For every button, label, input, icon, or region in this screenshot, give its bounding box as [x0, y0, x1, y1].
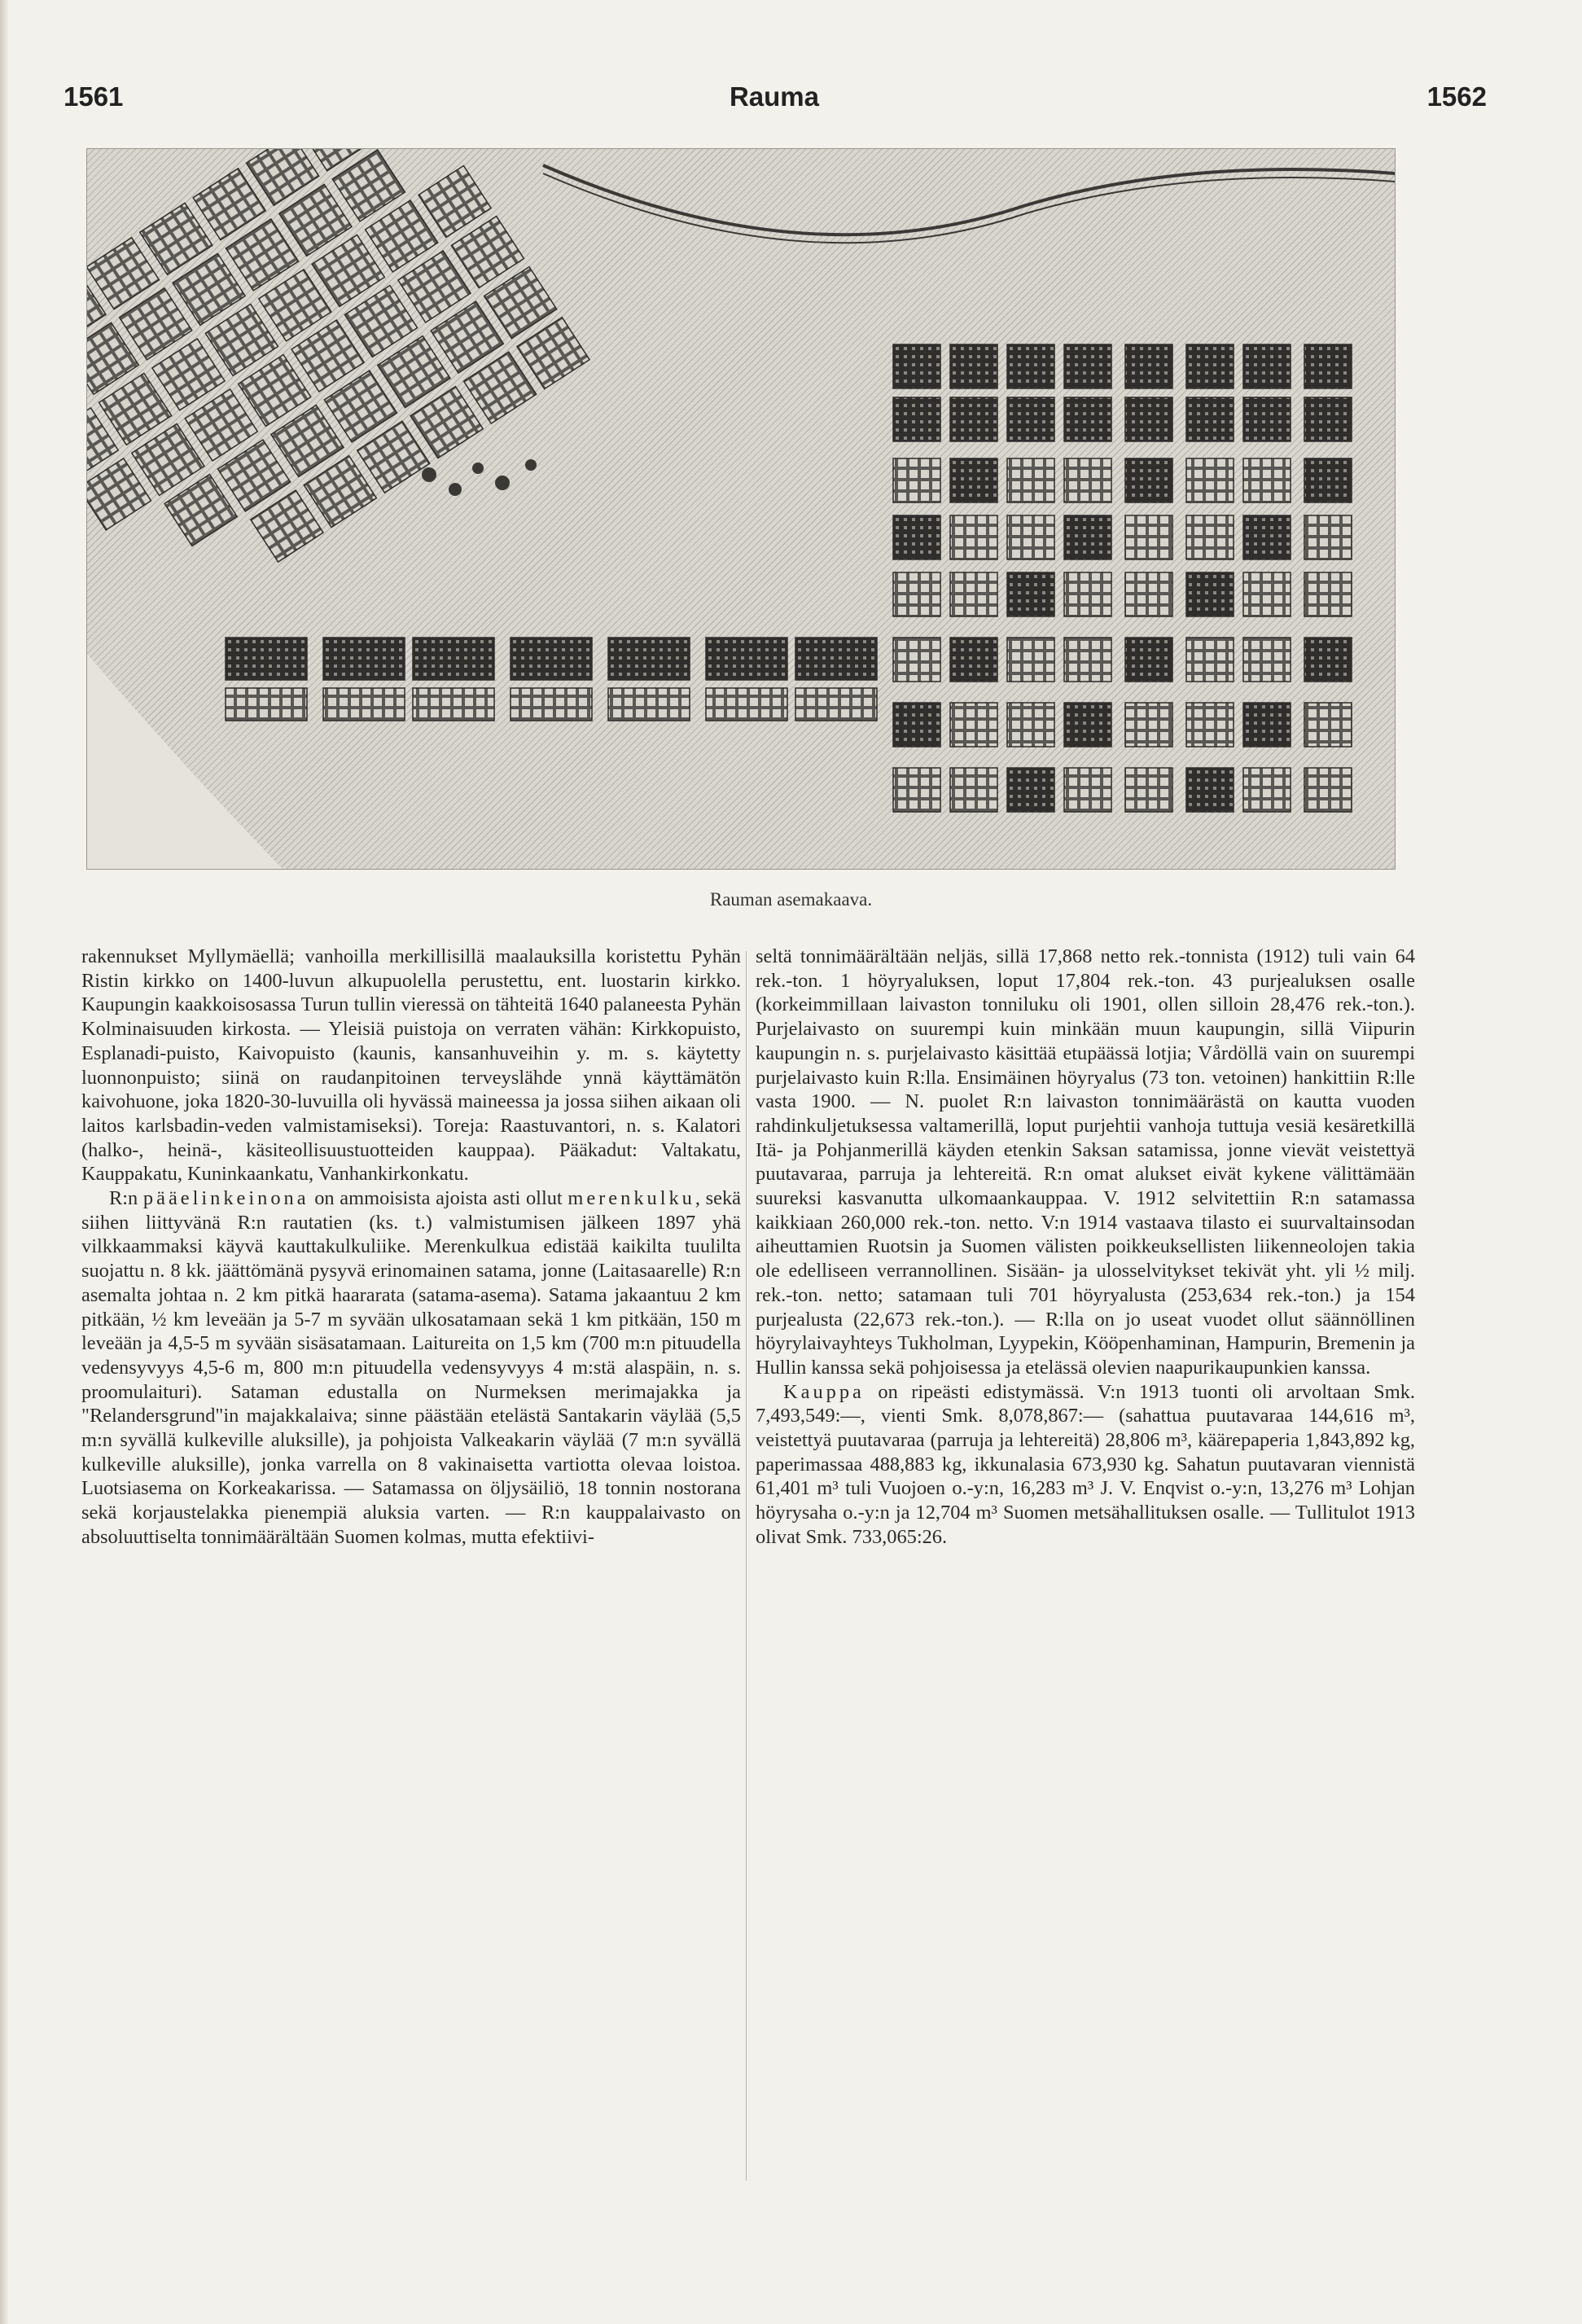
map-block [1007, 397, 1054, 441]
map-block [226, 688, 307, 721]
map-block [1064, 458, 1111, 502]
southern-blocks [226, 638, 877, 721]
map-block [1007, 768, 1054, 812]
map-block [608, 638, 690, 680]
map-block [1186, 344, 1234, 388]
right-column [756, 945, 1415, 1550]
map-block [1007, 572, 1054, 616]
spaced-term-merenkulku: merenkulku [568, 1187, 695, 1210]
spaced-term-kauppa: Kauppa [783, 1380, 865, 1403]
map-block [1243, 703, 1291, 747]
map-block [1064, 638, 1111, 682]
map-block [1064, 515, 1111, 559]
map-block [1007, 703, 1054, 747]
map-block [1064, 768, 1111, 812]
map-block [1243, 515, 1291, 559]
map-block [1186, 458, 1234, 502]
column-divider [746, 951, 747, 2181]
map-block [1186, 572, 1234, 616]
map-block [950, 458, 997, 502]
map-block [893, 344, 940, 388]
spaced-term-paaelinkeinona: pääelinkeinona [142, 1187, 309, 1210]
page-number-right: 1562 [1426, 81, 1487, 112]
map-block [1304, 703, 1352, 747]
map-block [1064, 397, 1111, 441]
map-block [1064, 703, 1111, 747]
map-block [413, 638, 494, 680]
map-block [323, 688, 405, 721]
map-block [1304, 768, 1352, 812]
map-block [1125, 458, 1172, 502]
map-block [893, 768, 940, 812]
map-block [1125, 397, 1172, 441]
map-block [1243, 768, 1291, 812]
map-block [950, 768, 997, 812]
town-plan-map [86, 148, 1396, 870]
map-block [795, 688, 877, 721]
map-block [323, 638, 405, 680]
left-column [81, 945, 741, 1550]
map-block [1243, 458, 1291, 502]
map-block [950, 703, 997, 747]
map-block [1125, 515, 1172, 559]
right-paragraph-1: seltä tonnimäärältään neljäs, sillä 17,868 netto rek.-tonnista (1912) tuli vain 64 rek.-ton. 1 höyryaluksen, loput 17,804 rek.-ton. 43 purjealuksen osalle (korkeimmillaan laivaston tonniluku oli 1901, ollen silloin 28,476 rek.-ton.). Purjelaivasto on suurempi kuin minkään muun kaupungin, sillä Viipurin kaupungin n. s. purjelaivasto käsittää etupäässä lotjia; Vårdöllä vain on suurempi purjelaivasto kuin R:lla. Ensimäinen höyryalus (73 ton. vetoinen) hankittiin R:lle vasta 1900. — N. puolet R:n laivaston tonnimäärästä on kautta vuoden rahdinkuljetuksessa valtamerillä, loput purjehtii vanhoja tuttuja vesiä kesäretkillä Itä- ja Pohjanmerillä käyden etenkin Saksan satamissa, jonne vievät veistettyä puutavaraa, parruja ja lehtereitä. R:n omat alukset eivät kykene välittämään suureksi kasvanutta ulkomaankauppaa. V. 1912 selvitettiin R:n satamassa kaikkiaan 260,000 rek.-ton. netto. V:n 1914 vastaava tilasto ei suurvaltainsodan aiheuttamien Ruotsin ja Suomen välisten poikkeuksellisten liikenneolojen takia ole edelliseen verrannollinen. Sisään- ja ulosselvitykset tekivät yht. yli ½ milj. rek.-ton. netto; satamaan tuli 701 höyryalusta (253,634 rek.-ton.) ja 154 purjealusta (22,673 rek.-ton.). — R:lla on jo useat vuodet ollut säännöllinen höyrylaivayhteys Tukholman, Lyypekin, Kööpenhaminan, Hampurin, Bremenin ja Hullin kanssa sekä pohjoisessa ja etelässä olevien naapurikaupunkien kanssa. [756, 945, 1415, 1379]
map-block [950, 515, 997, 559]
map-block [1304, 638, 1352, 682]
map-block [608, 688, 690, 721]
map-block [1243, 397, 1291, 441]
page-number-left: 1561 [64, 81, 124, 112]
map-block [1186, 768, 1234, 812]
map-block [1125, 768, 1172, 812]
map-block [706, 688, 787, 721]
map-block [1125, 638, 1172, 682]
map-block [1007, 515, 1054, 559]
page-header [46, 75, 1503, 124]
map-block [706, 638, 787, 680]
map-block [1007, 638, 1054, 682]
map-block [893, 638, 940, 682]
map-block [950, 572, 997, 616]
map-block [1186, 397, 1234, 441]
map-block [1007, 344, 1054, 388]
map-block [950, 397, 997, 441]
map-block [1125, 572, 1172, 616]
map-block [893, 572, 940, 616]
map-block [1186, 515, 1234, 559]
map-block [511, 638, 592, 680]
map-block [1186, 638, 1234, 682]
map-block [893, 397, 940, 441]
map-block [1304, 458, 1352, 502]
map-block [1007, 458, 1054, 502]
map-block [1186, 703, 1234, 747]
map-block [413, 688, 494, 721]
map-block [1243, 638, 1291, 682]
map-block [226, 638, 307, 680]
map-block [893, 458, 940, 502]
page-title: Rauma [729, 81, 820, 112]
map-block [950, 638, 997, 682]
right-paragraph-2 [756, 1380, 1415, 1550]
map-block [795, 638, 877, 680]
text-run: R:n [109, 1187, 143, 1210]
left-paragraph-1: rakennukset Myllymäellä; vanhoilla merkillisillä maalauksilla koristettu Pyhän Ristin kirkko on 1400-luvun alkupuolella perustettu, ent. luostarin kirkko. Kaupungin kaakkoisosassa Turun tullin vieressä on tähteitä 1640 palaneesta Pyhän Kolminaisuuden kirkosta. — Yleisiä puistoja on verraten vähän: Kirkkopuisto, Esplanadi-puisto, Kaivopuisto (kaunis, kansanhuveihin y. m. s. käytetty luonnonpuisto; siinä on raudanpitoinen terveyslähde ynnä käyttämätön kaivohuone, joka 1820-30-luvuilla oli hyvässä maineessa ja jossa siihen aikaan oli laitos karlsbadin-veden valmistamiseksi). Toreja: Raastuvantori, n. s. Kalatori (halko-, heinä-, käsiteollisuustuotteiden kauppaa). Pääkadut: Valtakatu, Kauppakatu, Kuninkaankatu, Vanhankirkonkatu. [81, 945, 741, 1186]
map-block [1304, 515, 1352, 559]
map-block [1243, 344, 1291, 388]
figure-caption: Rauman asemakaava. [709, 889, 873, 910]
map-block [1125, 703, 1172, 747]
map-block [1243, 572, 1291, 616]
page-edge [0, 0, 8, 2324]
text-run: , sekä siihen liittyvänä R:n rautatien (ks. t.) valmistumisen jälkeen 1897 yhä vilkkaammaksi käyvä kauttakulkuliike. Merenkulkua edistää kaikilta tuulilta suojattu n. 8 kk. jäättömänä pysyvä erinomainen satama, jonne (Laitasaarelle) R:n asemalta johtaa n. 2 km pitkä haararata (satama-asema). Satama jakaantuu 2 km pitkään, ½ km leveään ja 5-7 m syvään ulkosatamaan sekä 1 km pitkään, 150 m leveään ja 4,5-5 m syvään sisäsatamaan. Laitureita on 1,5 km (700 m:n pituudella vedensyvyys 4,5-6 m, 800 m:n pituudella vedensyvyys 4 m:stä alaspäin, n. s. proomulaituri). Sataman edustalla on Nurmeksen merimajakka ja "Relandersgrund"in majakkalaiva; sinne päästään etelästä Santakarin väylää (5,5 m:n syvällä kulkeville aluksille), ja pohjoista Valkeakarin väylää (7 m:n syvällä kulkeville aluksille), jonka varrella on 8 vakinaisetta vartiotta olevaa loistoa. Luotsiasema on Korkeakarissa. — Satamassa on öljysäiliö, 18 tonnin nostorana sekä korjaustelakka pienempiä aluksia varten. — R:n kauppalaivasto on absoluuttiselta tonnimäärältään Suomen kolmas, mutta efektiivi- [81, 1187, 741, 1548]
map-drawing [87, 149, 1395, 869]
map-block [1064, 344, 1111, 388]
map-block [511, 688, 592, 721]
map-block [893, 515, 940, 559]
map-block [1125, 344, 1172, 388]
text-run: on ripeästi edistymässä. V:n 1913 tuonti oli arvoltaan Smk. 7,493,549:—, vienti Smk. 8,078,867:— (sahattua puutavaraa 144,616 m³, veistettyä puutavaraa (parruja ja lehtereitä) 28,806 m³, käärepaperia 1,843,892 kg, paperimassaa 488,883 kg, ikkunalasia 673,930 kg. Sahatun puutavaran viennistä 61,401 m³ tuli Vuojoen o.-y:n, 16,283 m³ J. V. Enqvist o.-y:n, 13,276 m³ Lohjan höyrysaha o.-y:n ja 12,704 m³ Suomen metsähallituksen osalle. — Tullitulot 1913 olivat Smk. 733,065:26. [756, 1380, 1415, 1548]
map-block [893, 703, 940, 747]
left-paragraph-2 [81, 1186, 741, 1550]
map-block [1304, 344, 1352, 388]
map-block [1304, 397, 1352, 441]
map-block [1304, 572, 1352, 616]
text-run: on ammoisista ajoista asti ollut [309, 1187, 568, 1210]
map-block [1064, 572, 1111, 616]
map-block [950, 344, 997, 388]
